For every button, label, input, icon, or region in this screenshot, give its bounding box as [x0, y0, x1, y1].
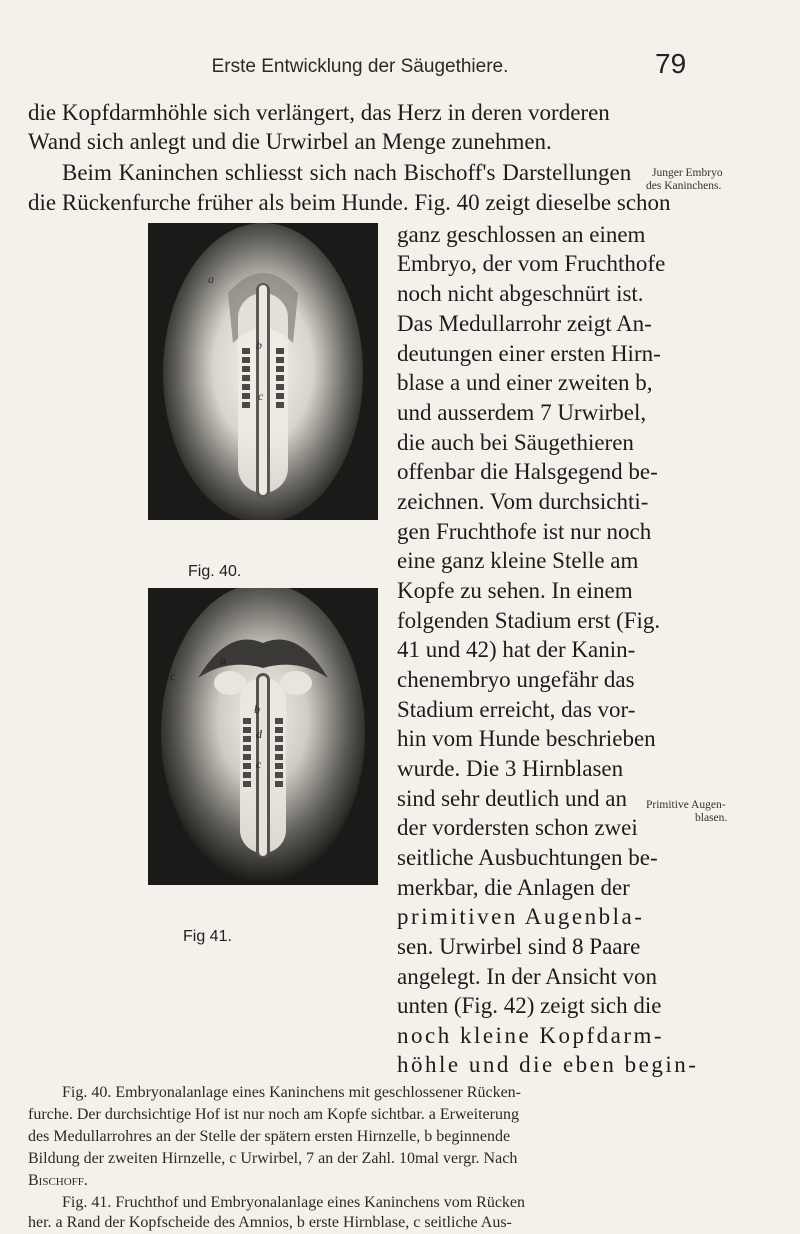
column-line-22: seitliche Ausbuchtungen be- — [397, 845, 658, 870]
column-line-27: unten (Fig. 42) zeigt sich die — [397, 993, 662, 1018]
column-line-5: deutungen einer ersten Hirn- — [397, 341, 661, 366]
column-line-7: und ausserdem 7 Urwirbel, — [397, 400, 647, 425]
column-line-2: Embryo, der vom Fruchthofe — [397, 251, 666, 276]
column-line-18: hin vom Hunde beschrieben — [397, 726, 656, 751]
figure-40 — [148, 223, 378, 520]
column-line-26: angelegt. In der Ansicht von — [397, 964, 657, 989]
fig-41-label: Fig 41. — [183, 928, 232, 945]
body-line-4: die Rückenfurche früher als beim Hunde. Fig. 40 zeigt dieselbe schon — [28, 190, 671, 215]
margin-note-augen-1: Primitive Augen- — [646, 799, 726, 811]
body-line-2: Wand sich anlegt und die Urwirbel an Menge zunehmen. — [28, 129, 552, 154]
caption-fig40-line-2: furche. Der durchsichtige Hof ist nur noch am Kopfe sichtbar. a Erweiterung — [28, 1106, 519, 1123]
column-line-3: noch nicht abgeschnürt ist. — [397, 281, 644, 306]
column-line-4: Das Medullarrohr zeigt An- — [397, 311, 652, 336]
figure-41 — [148, 588, 378, 885]
fig41-letter-a: a — [220, 653, 226, 667]
fig-40-label: Fig. 40. — [188, 563, 242, 580]
fig41-letter-b: b — [254, 702, 260, 716]
column-line-10: zeichnen. Vom durchsichti- — [397, 489, 649, 514]
caption-fig41-line-2: her. a Rand der Kopfscheide des Amnios, b erste Hirnblase, c seitliche Aus- — [28, 1214, 512, 1231]
column-line-8: die auch bei Säugethieren — [397, 430, 634, 455]
column-line-12: eine ganz kleine Stelle am — [397, 548, 639, 573]
column-line-15: 41 und 42) hat der Kanin- — [397, 637, 636, 662]
column-line-1: ganz geschlossen an einem — [397, 222, 646, 247]
column-line-21: der vordersten schon zwei — [397, 815, 638, 840]
caption-fig40-line-3: des Medullarrohres an der Stelle der spätern ersten Hirnzelle, b beginnende — [28, 1128, 511, 1145]
column-line-11: gen Fruchthofe ist nur noch — [397, 519, 652, 544]
column-line-23: merkbar, die Anlagen der — [397, 875, 630, 900]
fig40-letter-a: a — [208, 272, 214, 286]
column-line-25: sen. Urwirbel sind 8 Paare — [397, 934, 641, 959]
column-line-17: Stadium erreicht, das vor- — [397, 697, 636, 722]
caption-fig41-line-1: Fig. 41. Fruchthof und Embryonalanlage eines Kaninchens vom Rücken — [62, 1194, 526, 1211]
body-line-3: Beim Kaninchen schliesst sich nach Bischoff's Darstellungen — [62, 160, 632, 185]
margin-note-embryo-2: des Kaninchens. — [646, 180, 722, 192]
fig41-letter-c-left: c — [170, 669, 176, 683]
fig41-letter-c-right: c — [256, 757, 262, 771]
fig40-letter-c: c — [258, 389, 264, 403]
margin-note-augen-2: blasen. — [695, 812, 728, 824]
column-line-13: Kopfe zu sehen. In einem — [397, 578, 633, 603]
column-line-28: noch kleine Kopfdarm- — [397, 1023, 665, 1048]
column-line-14: folgenden Stadium erst (Fig. — [397, 608, 661, 633]
caption-fig40-line-5: Bischoff. — [28, 1172, 88, 1189]
column-line-9: offenbar die Halsgegend be- — [397, 459, 658, 484]
column-line-16: chenembryo ungefähr das — [397, 667, 635, 692]
page-number: 79 — [655, 48, 687, 79]
body-line-1: die Kopfdarmhöhle sich verlängert, das Herz in deren vorderen — [28, 100, 610, 125]
column-line-19: wurde. Die 3 Hirnblasen — [397, 756, 624, 781]
column-line-29: höhle und die eben begin- — [397, 1052, 699, 1077]
column-line-20: sind sehr deutlich und an — [397, 786, 627, 811]
fig40-letter-b: b — [256, 338, 262, 352]
caption-fig40-line-1: Fig. 40. Embryonalanlage eines Kaninchens mit geschlossener Rücken- — [62, 1084, 521, 1101]
column-line-6: blase a und einer zweiten b, — [397, 370, 653, 395]
fig41-letter-d: d — [256, 727, 262, 741]
caption-fig40-line-4: Bildung der zweiten Hirnzelle, c Urwirbel, 7 an der Zahl. 10mal vergr. Nach — [28, 1150, 518, 1167]
column-line-24: primitiven Augenbla- — [397, 904, 645, 929]
margin-note-embryo-1: Junger Embryo — [652, 167, 723, 179]
running-title: Erste Entwicklung der Säugethiere. — [211, 56, 509, 77]
